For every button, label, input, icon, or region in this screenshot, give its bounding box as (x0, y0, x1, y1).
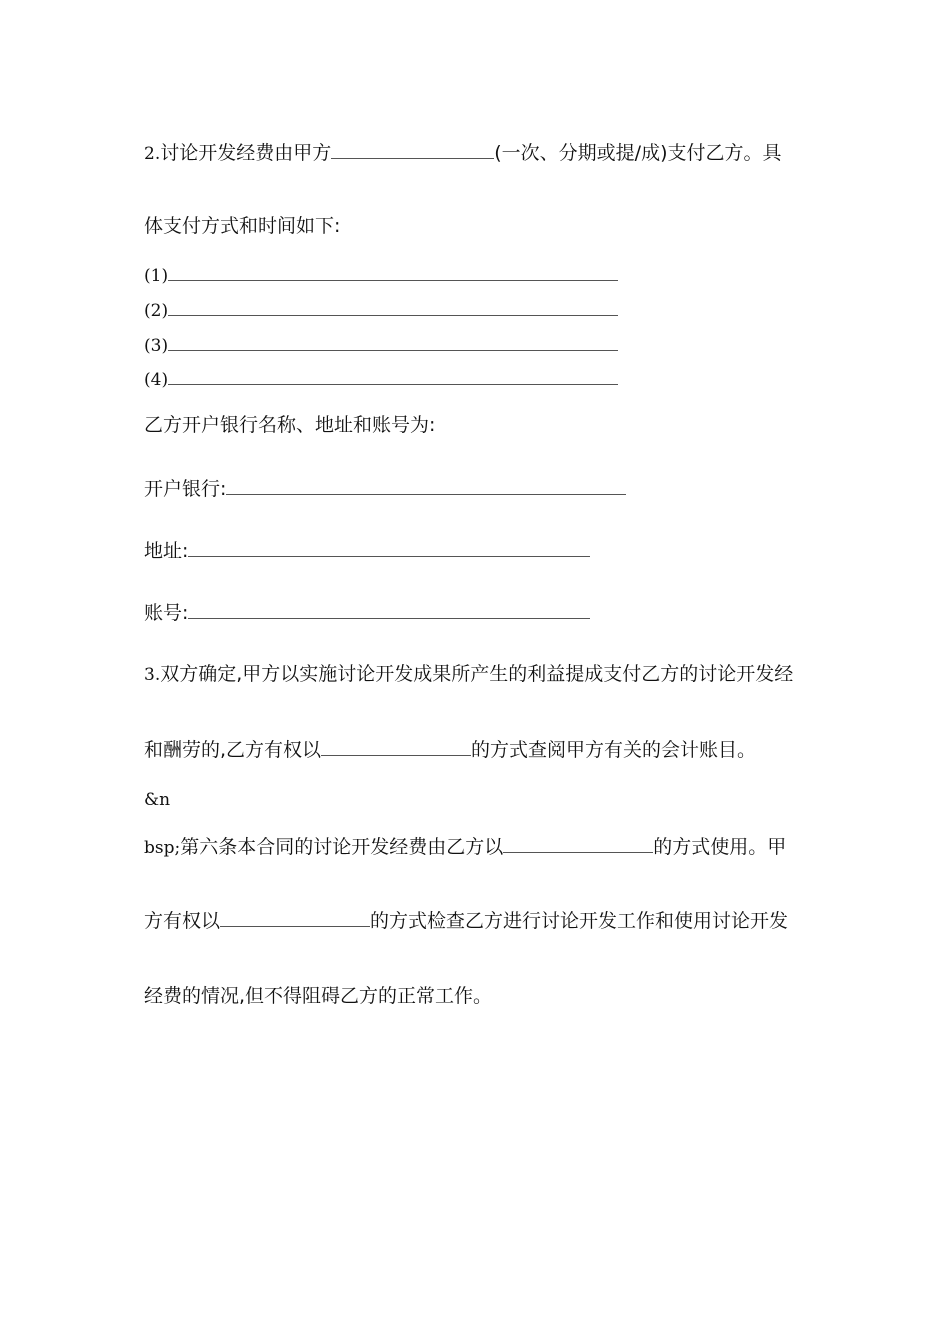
clause2-line1 (144, 140, 781, 166)
payment-item-number: (2) (144, 301, 169, 321)
payment-item-blank (168, 332, 618, 351)
payment-item-3 (144, 332, 618, 358)
clause3-text: 双方确定,甲方以实施讨论开发成果所产生的利益提成支付乙方的讨论开发经 (160, 663, 794, 685)
usage-method-blank (503, 834, 653, 853)
bank-account-blank (188, 600, 590, 619)
bank-address-label: 地址: (144, 540, 189, 562)
bank-account-label: 账号: (144, 602, 189, 624)
article6-text-d: 的方式检查乙方进行讨论开发工作和使用讨论开发 (370, 910, 789, 932)
bank-name-label: 开户银行: (144, 478, 227, 500)
article6-line3: 经费的情况,但不得阻碍乙方的正常工作。 (144, 985, 493, 1007)
entity-artifact: &n (144, 790, 171, 810)
payment-item-2 (144, 297, 618, 323)
bank-address-line (144, 538, 590, 563)
payment-item-number: (3) (144, 336, 169, 356)
clause3-text-a: 和酬劳的,乙方有权以 (144, 739, 322, 761)
article6-line2 (144, 908, 788, 933)
payment-item-number: (4) (144, 370, 169, 390)
bank-intro: 乙方开户银行名称、地址和账号为: (144, 414, 436, 436)
article6-line1 (144, 834, 786, 860)
payment-item-4 (144, 366, 618, 392)
article6-text-b: 的方式使用。甲 (653, 836, 787, 858)
clause2-number: 2. (144, 144, 161, 164)
article6-text-a: 第六条本合同的讨论开发经费由乙方以 (180, 836, 504, 858)
clause2-text-b: (一次、分期或提/成)支付乙方。具 (494, 142, 782, 164)
bank-address-blank (188, 538, 590, 557)
clause3-line1 (144, 662, 793, 687)
clause3-line2 (144, 737, 756, 762)
payment-item-blank (168, 366, 618, 385)
payment-item-blank (168, 262, 618, 281)
clause3-number: 3. (144, 665, 161, 685)
payment-item-1 (144, 262, 618, 288)
bank-name-blank (226, 476, 626, 495)
payment-item-number: (1) (144, 266, 169, 286)
article6-text-c: 方有权以 (144, 910, 221, 932)
inspection-method-blank (220, 908, 370, 927)
bank-name-line (144, 476, 626, 501)
payment-item-blank (168, 297, 618, 316)
audit-method-blank (321, 737, 471, 756)
clause2-line2: 体支付方式和时间如下: (144, 215, 341, 237)
entity-artifact-prefix: bsp; (144, 838, 181, 858)
bank-account-line (144, 600, 590, 625)
payment-method-blank (331, 140, 494, 159)
clause3-text-b: 的方式查阅甲方有关的会计账目。 (471, 739, 757, 761)
clause2-text-a: 讨论开发经费由甲方 (160, 142, 332, 164)
